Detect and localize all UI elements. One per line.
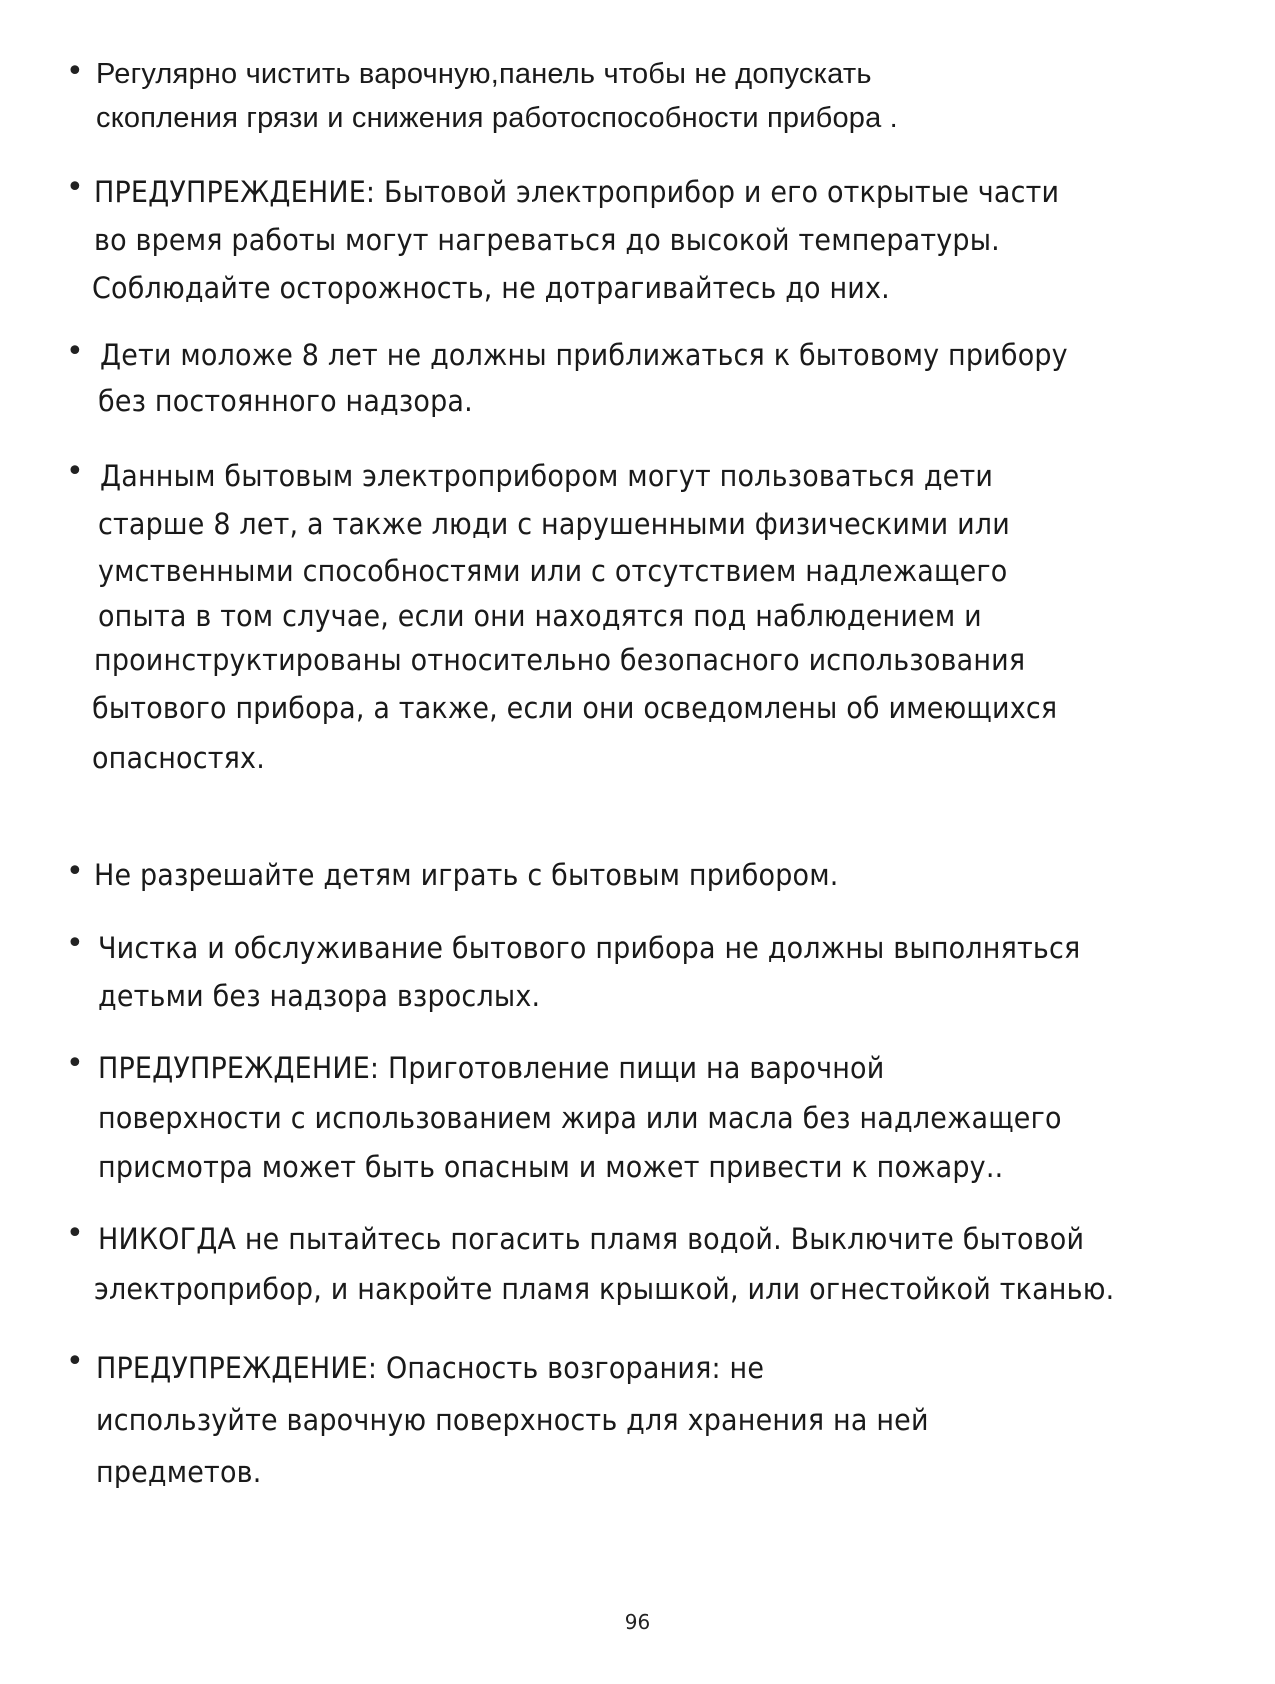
item-line: проинструктированы относительно безопасного использования — [94, 643, 1026, 677]
item-line: Не разрешайте детям играть с бытовым прибором. — [94, 858, 839, 892]
item-line: во время работы могут нагреваться до высокой температуры. — [94, 223, 1000, 257]
item-line: ПРЕДУПРЕЖДЕНИЕ: Приготовление пищи на варочной — [98, 1051, 885, 1085]
bullet: • — [66, 54, 84, 89]
item-line: предметов. — [96, 1455, 262, 1489]
bullet: • — [66, 926, 84, 961]
item-line: присмотра может быть опасным и может привести к пожару.. — [98, 1150, 1004, 1184]
item-line: поверхности с использованием жира или масла без надлежащего — [98, 1101, 1062, 1135]
bullet: • — [66, 1216, 84, 1251]
bullet: • — [66, 334, 84, 369]
item-line: НИКОГДА не пытайтесь погасить пламя водой. Выключите бытовой — [98, 1222, 1085, 1256]
bullet: • — [66, 454, 84, 489]
item-line: Чистка и обслуживание бытового прибора не должны выполняться — [98, 931, 1081, 965]
item-line: используйте варочную поверхность для хранения на ней — [96, 1403, 929, 1437]
item-line: электроприбор, и накройте пламя крышкой, или огнестойкой тканью. — [94, 1272, 1115, 1306]
item-line: ПРЕДУПРЕЖДЕНИЕ: Бытовой электроприбор и его открытые части — [94, 175, 1060, 209]
item-line: Дети моложе 8 лет не должны приближаться к бытовому прибору — [100, 338, 1068, 372]
item-line: опыта в том случае, если они находятся под наблюдением и — [98, 599, 982, 633]
bullet: • — [66, 1344, 84, 1379]
item-line: ПРЕДУПРЕЖДЕНИЕ: Опасность возгорания: не — [96, 1351, 765, 1385]
item-line: скопления грязи и снижения работоспособности прибора . — [96, 102, 898, 134]
bullet: • — [66, 170, 84, 205]
item-line: детьми без надзора взрослых. — [98, 979, 541, 1013]
item-line: опасностях. — [92, 741, 265, 775]
item-line: Данным бытовым электроприбором могут пользоваться дети — [100, 459, 994, 493]
item-line: Соблюдайте осторожность, не дотрагивайтесь до них. — [92, 271, 890, 305]
item-line: умственными способностями или с отсутствием надлежащего — [98, 554, 1008, 588]
item-line: без постоянного надзора. — [98, 384, 473, 418]
bullet: • — [66, 854, 84, 889]
bullet: • — [66, 1046, 84, 1081]
page-number: 96 — [624, 1610, 651, 1634]
item-line: Регулярно чистить варочную,панель чтобы не допускать — [96, 58, 872, 90]
item-line: старше 8 лет, а также люди с нарушенными физическими или — [98, 507, 1010, 541]
item-line: бытового прибора, а также, если они осведомлены об имеющихся — [92, 691, 1058, 725]
